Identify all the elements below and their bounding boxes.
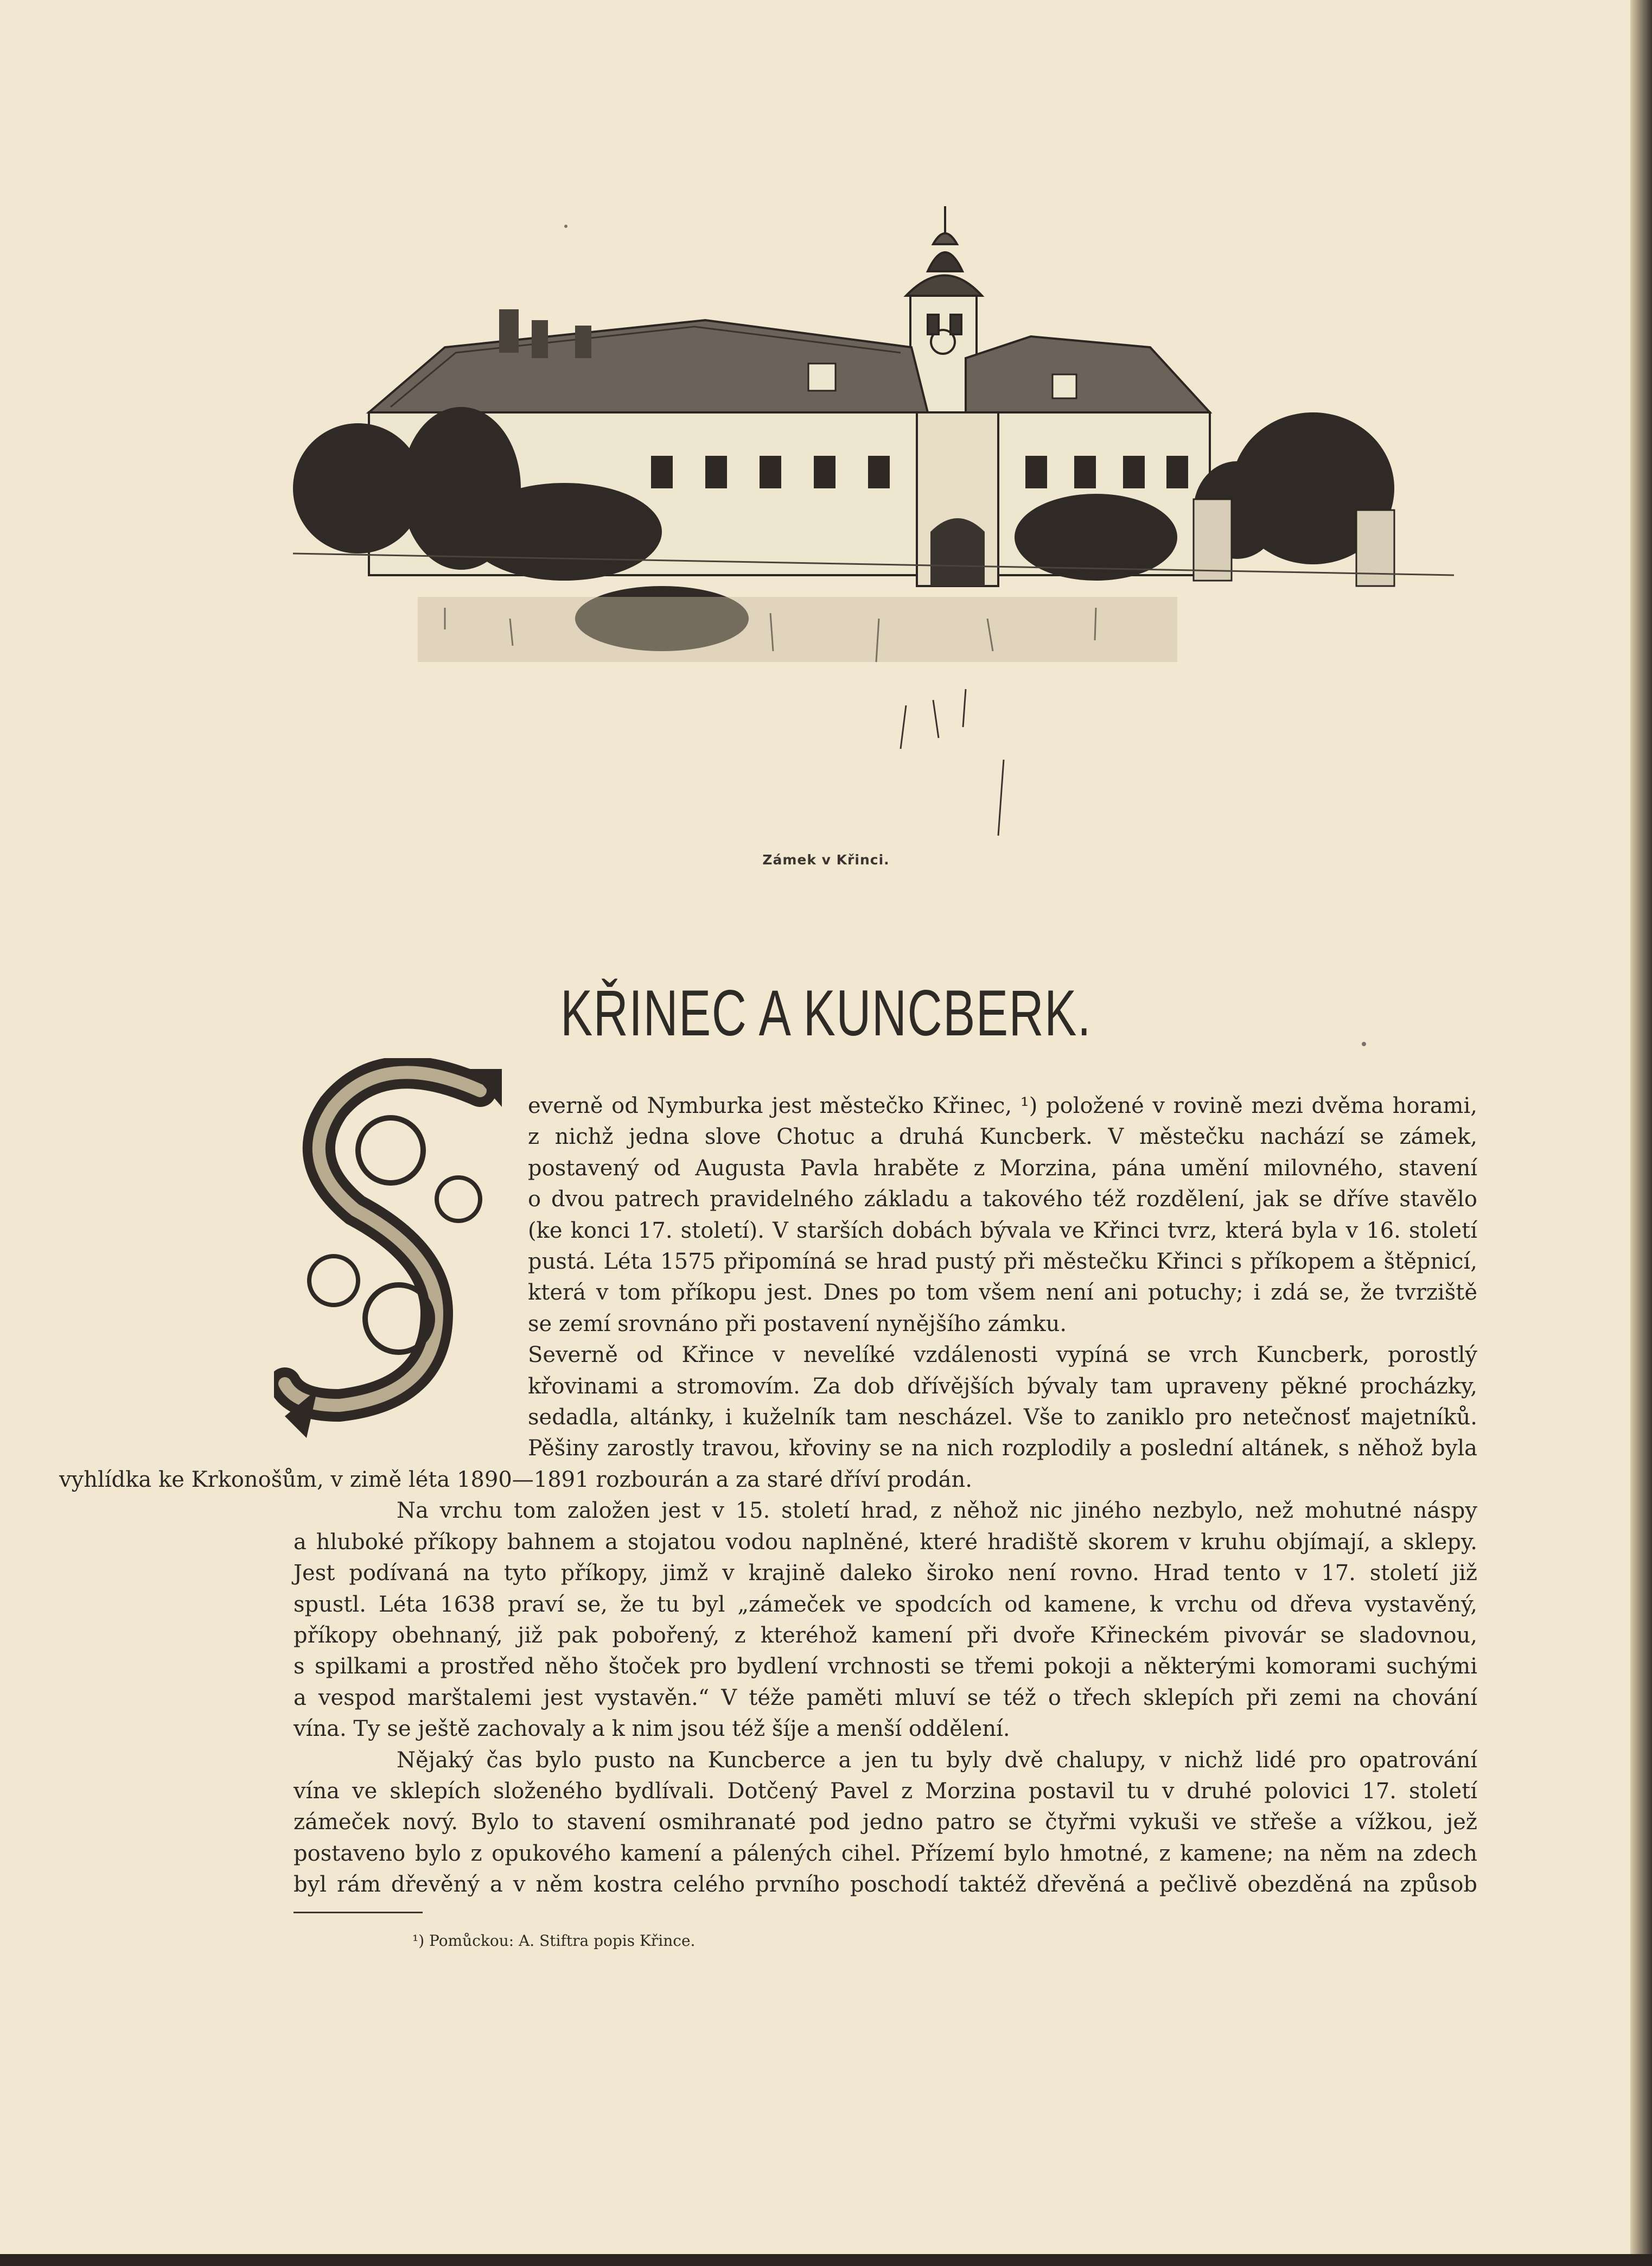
text-line: byl rám dřevěný a v něm kostra celého prvního poschodí taktéž dřevěná a pečlivě obezděná na způsob (294, 1872, 1477, 1898)
text-line: s spilkami a prostřed něho štoček pro bydlení vrchnosti se třemi pokoji a některými komorami suchými (294, 1654, 1477, 1679)
page-title: KŘINEC A KUNCBERK. (560, 977, 1092, 1049)
illustration-caption: Zámek v Křinci. (762, 852, 890, 868)
text-line: a vespod marštalemi jest vystavěn.“ V téže paměti mluví se též o třech sklepích při zemi na chování (294, 1685, 1477, 1710)
text-line: Pěšiny zarostly travou, křoviny se na nich rozplodily a poslední altánek, s něhož byla (528, 1436, 1477, 1461)
body-text (59, 1091, 1477, 1937)
text-line: příkopy obehnaný, již pak pobořený, z kteréhož kamení při dvoře Křineckém pivovár se sladovnou, (294, 1622, 1477, 1648)
text-line: (ke konci 17. století). V starších dobách bývala ve Křinci tvrz, která byla v 16. století (528, 1218, 1477, 1243)
page-edge-bottom (0, 2254, 1652, 2266)
paragraph-4 (294, 1745, 1477, 1901)
text-line: Jest podívaná na tyto příkopy, jimž v krajině daleko široko není rovno. Hrad tento v 17. století již (294, 1561, 1477, 1586)
text-line: vína ve sklepích složeného bydlívali. Dotčený Pavel z Morzina postavil tu v druhé polovici 17. století (294, 1778, 1477, 1804)
text-line: zámeček nový. Bylo to stavení osmihranaté pod jedno patro se čtyřmi vykuši ve střeše a vížkou, jež (294, 1810, 1477, 1835)
text-line: Severně od Křince v nevelíké vzdálenosti vypíná se vrch Kuncberk, porostlý (528, 1342, 1477, 1368)
castle-engraving-icon (282, 184, 1465, 857)
text-line: postavený od Augusta Pavla hraběte z Morzina, pána umění milovného, stavení (528, 1155, 1477, 1181)
page-edge-right (1630, 0, 1652, 2266)
text-line: která v tom příkopu jest. Dnes po tom všem není ani potuchy; i zdá se, že tvrziště (528, 1280, 1477, 1306)
footnote-rule (294, 1912, 423, 1913)
text-line: křovinami a stromovím. Za dob dřívějších bývaly tam upraveny pěkné procházky, (528, 1373, 1477, 1399)
text-line: postaveno bylo z opukového kamení a pálených cihel. Přízemí bylo hmotné, z kamene; na něm na zdech (294, 1841, 1477, 1866)
drop-cap-space (294, 1080, 528, 1449)
text-line: Na vrchu tom založen jest v 15. století hrad, z něhož nic jiného nezbylo, než mohutné náspy (397, 1498, 1477, 1524)
text-line: se zemí srovnáno při postavení nynějšího zámku. (528, 1311, 1067, 1336)
text-line: z nichž jedna slove Chotuc a druhá Kuncberk. V městečku nachází se zámek, (528, 1124, 1477, 1150)
paper-speck (564, 225, 567, 228)
text-line: everně od Nymburka jest městečko Křinec, ¹) položené v rovině mezi dvěma horami, (528, 1093, 1477, 1118)
footnote: ¹) Pomůckou: A. Stiftra popis Křince. (412, 1932, 696, 1950)
text-line: o dvou patrech pravidelného základu a takového též rozdělení, jak se dříve stavělo (528, 1187, 1477, 1212)
text-line: sedadla, altánky, i kuželník tam nescházel. Vše to zaniklo pro netečnosť majetníků. (528, 1405, 1477, 1430)
paragraph-3 (294, 1495, 1477, 1745)
text-line: vyhlídka ke Krkonošům, v zimě léta 1890—1891 rozbourán a za staré dříví prodán. (59, 1467, 972, 1492)
text-line: a hluboké příkopy bahnem a stojatou vodou naplněné, které hradiště skorem v kruhu objímají, a sklepy. (294, 1529, 1477, 1555)
paper-speck (1362, 1042, 1366, 1046)
text-line: vína. Ty se ještě zachovaly a k nim jsou též šíje a menší oddělení. (294, 1716, 1010, 1742)
text-line: spustl. Léta 1638 praví se, že tu byl „zámeček ve spodcích od kamene, k vrchu od dřeva vystavěný, (294, 1592, 1477, 1617)
text-line: Nějaký čas bylo pusto na Kuncberce a jen tu byly dvě chalupy, v nichž lidé pro opatrování (397, 1747, 1477, 1773)
text-line: pustá. Léta 1575 připomíná se hrad pustý při městečku Křinci s příkopem a štěpnicí, (528, 1249, 1477, 1275)
